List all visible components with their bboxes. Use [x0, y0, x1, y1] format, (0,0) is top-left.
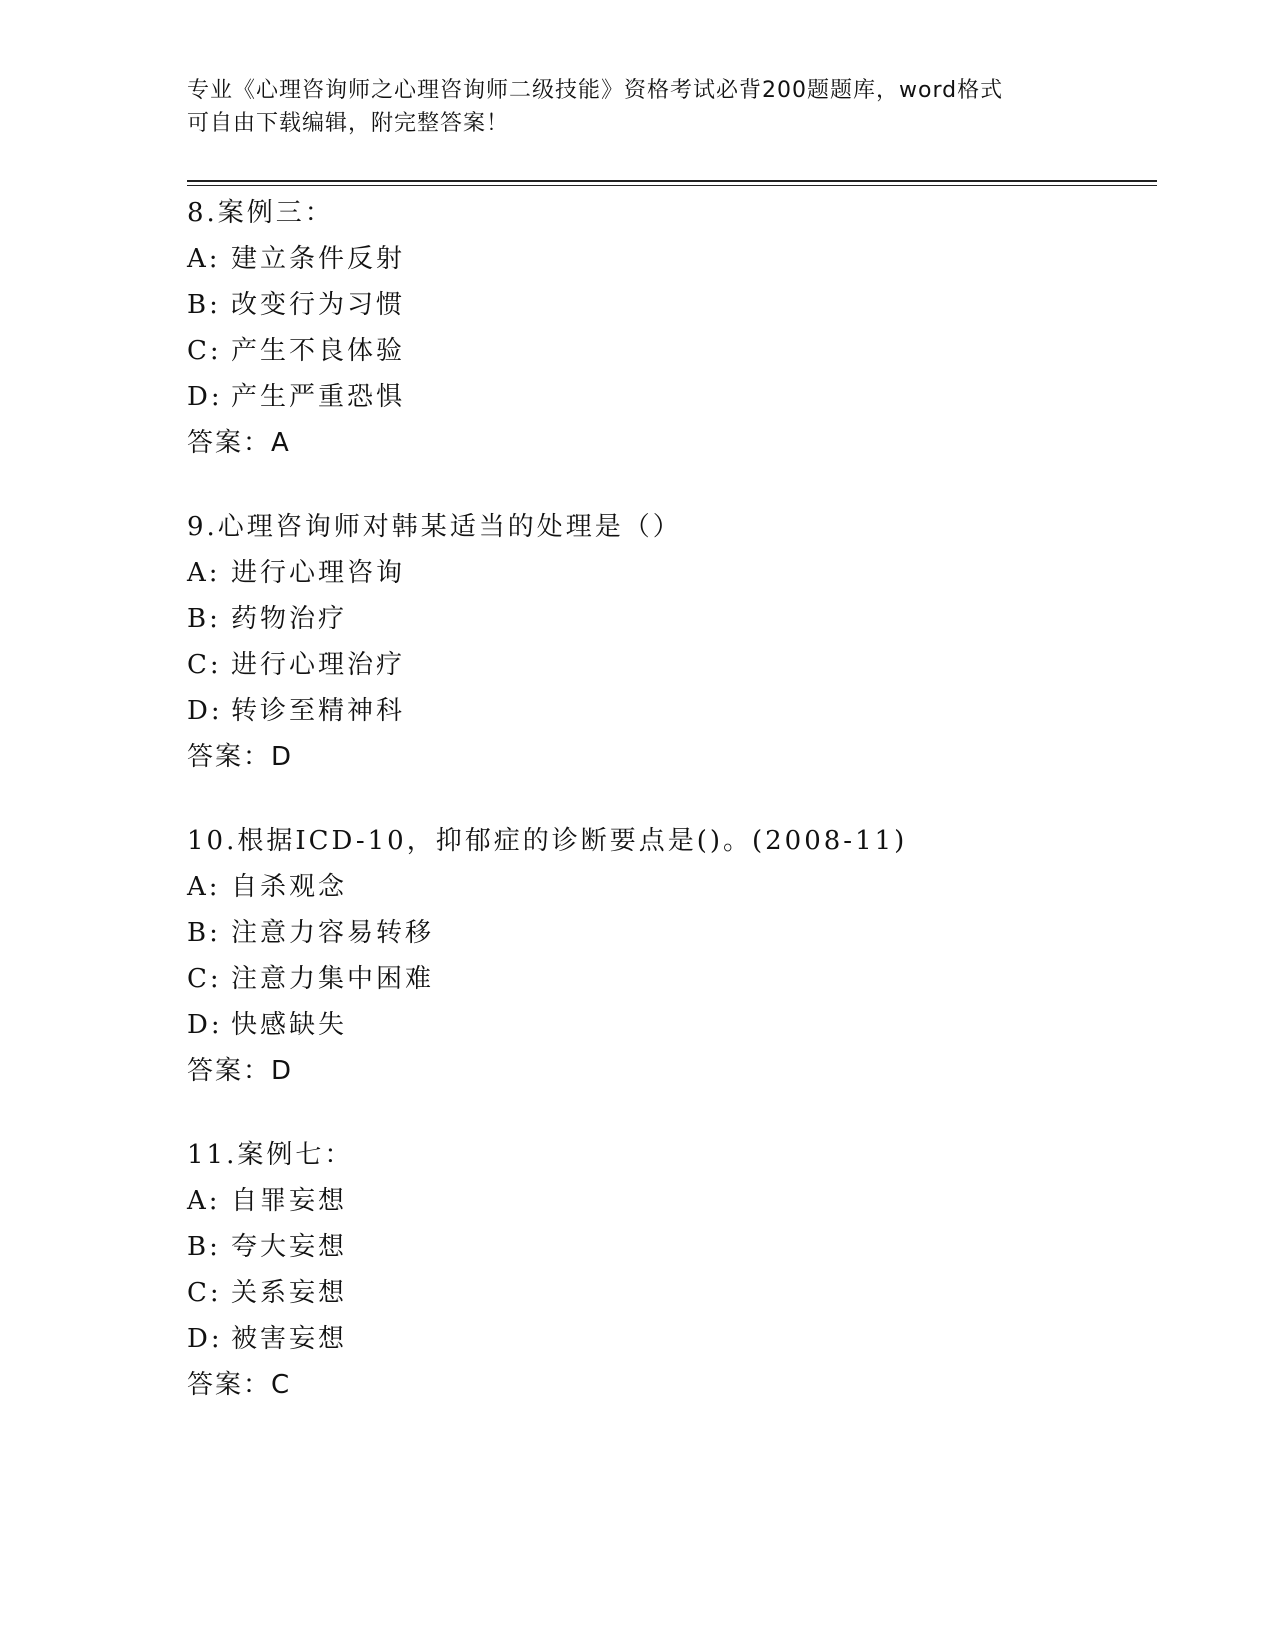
option-a [187, 1178, 1147, 1224]
option-text: 夸大妄想 [231, 1232, 348, 1262]
option-a [187, 864, 1147, 910]
option-letter: D: [187, 382, 223, 412]
question-title: 9.心理咨询师对韩某适当的处理是（） [187, 512, 682, 542]
question-9 [187, 504, 1147, 780]
option-d [187, 1316, 1147, 1362]
question-list [187, 190, 1147, 1446]
option-letter: B: [187, 1232, 221, 1262]
option-text: 注意力集中困难 [231, 964, 435, 994]
option-c [187, 328, 1147, 374]
option-text: 转诊至精神科 [231, 696, 406, 726]
option-letter: B: [187, 604, 221, 634]
option-c [187, 642, 1147, 688]
answer-line: 答案：D [187, 742, 294, 772]
option-letter: A: [187, 558, 221, 588]
question-title: 11.案例七： [187, 1140, 354, 1170]
option-b [187, 596, 1147, 642]
option-text: 建立条件反射 [231, 244, 406, 274]
header-divider-thick [187, 180, 1157, 182]
option-d [187, 1002, 1147, 1048]
option-c [187, 1270, 1147, 1316]
option-text: 被害妄想 [231, 1324, 348, 1354]
option-text: 产生不良体验 [231, 336, 406, 366]
option-text: 进行心理治疗 [231, 650, 406, 680]
option-text: 药物治疗 [231, 604, 348, 634]
header-line-2: 可自由下载编辑，附完整答案！ [187, 111, 510, 136]
document-header [187, 74, 1087, 140]
answer-line: 答案：A [187, 428, 291, 458]
option-letter: A: [187, 1186, 221, 1216]
option-b [187, 910, 1147, 956]
option-text: 产生严重恐惧 [231, 382, 406, 412]
question-10 [187, 818, 1147, 1094]
option-text: 关系妄想 [231, 1278, 348, 1308]
option-letter: A: [187, 872, 221, 902]
question-8 [187, 190, 1147, 466]
option-letter: D: [187, 1324, 223, 1354]
option-text: 进行心理咨询 [231, 558, 406, 588]
option-text: 自罪妄想 [231, 1186, 348, 1216]
option-letter: D: [187, 1010, 223, 1040]
question-title: 10.根据ICD-10，抑郁症的诊断要点是()。(2008-11) [187, 826, 908, 856]
option-text: 改变行为习惯 [231, 290, 406, 320]
question-title: 8.案例三： [187, 198, 334, 228]
header-divider-thin [187, 185, 1157, 186]
option-text: 快感缺失 [231, 1010, 348, 1040]
question-11 [187, 1132, 1147, 1408]
option-letter: B: [187, 918, 221, 948]
option-text: 自杀观念 [231, 872, 348, 902]
option-b [187, 1224, 1147, 1270]
option-letter: D: [187, 696, 223, 726]
option-letter: C: [187, 964, 222, 994]
option-b [187, 282, 1147, 328]
option-d [187, 374, 1147, 420]
option-text: 注意力容易转移 [231, 918, 435, 948]
answer-line: 答案：D [187, 1056, 294, 1086]
option-letter: C: [187, 336, 222, 366]
header-line-1: 专业《心理咨询师之心理咨询师二级技能》资格考试必背200题题库，word格式 [187, 78, 1004, 103]
option-c [187, 956, 1147, 1002]
option-a [187, 550, 1147, 596]
option-d [187, 688, 1147, 734]
answer-line: 答案：C [187, 1370, 292, 1400]
option-a [187, 236, 1147, 282]
option-letter: A: [187, 244, 221, 274]
option-letter: C: [187, 1278, 222, 1308]
option-letter: B: [187, 290, 221, 320]
option-letter: C: [187, 650, 222, 680]
